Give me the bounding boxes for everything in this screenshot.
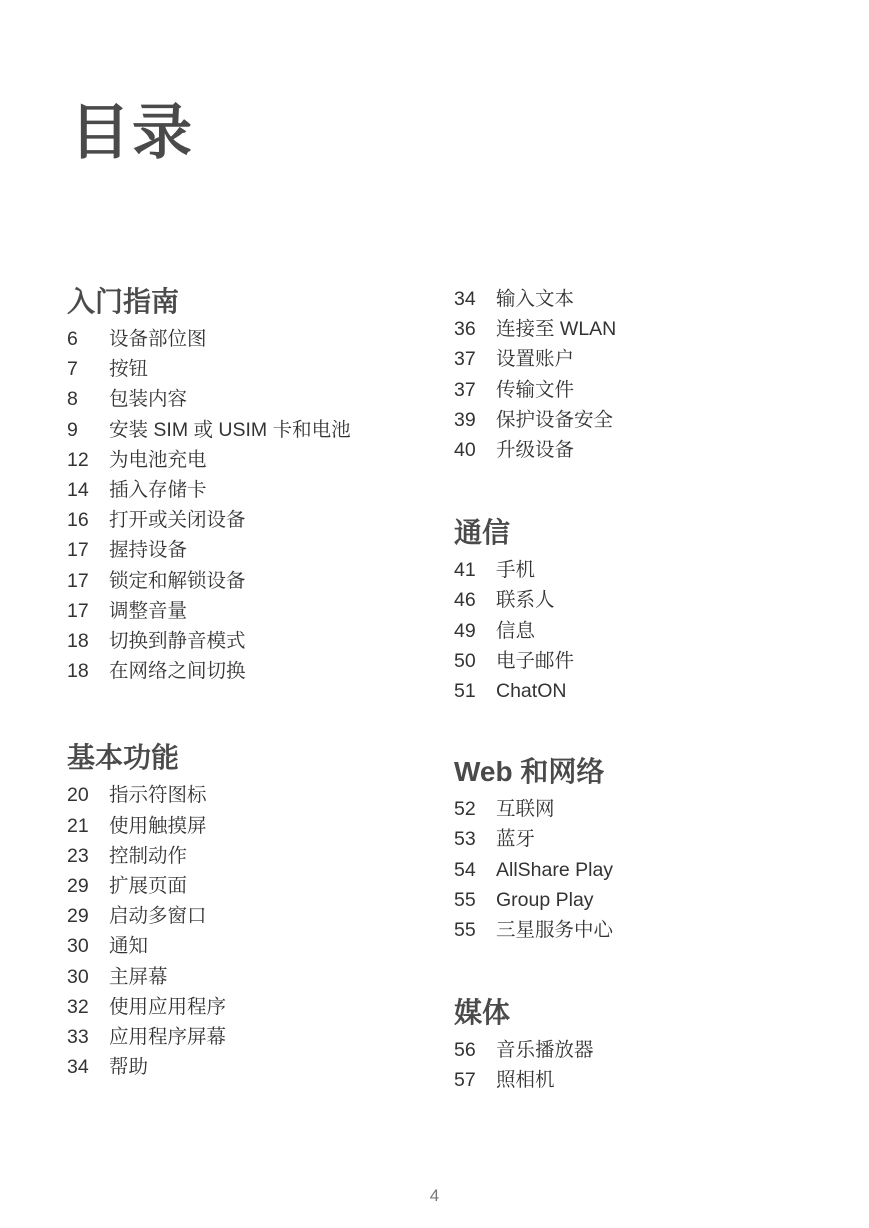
toc-entry-title: 在网络之间切换 [109,660,246,683]
toc-entry-page: 18 [67,660,89,683]
toc-entry-page: 32 [67,995,89,1018]
toc-entry-title: 设备部位图 [109,328,207,350]
toc-entry-page: 29 [67,875,89,898]
toc-entry-page: 56 [454,1039,476,1062]
toc-entry-title: 应用程序屏幕 [109,1026,227,1049]
toc-entry[interactable] [67,354,467,384]
toc-entry[interactable] [67,780,467,810]
toc-entry-page: 30 [67,965,89,988]
toc-entry-title: AllShare Play [496,858,614,881]
toc-entry[interactable] [67,324,467,354]
toc-entry[interactable] [454,676,854,706]
toc-entry-page: 20 [67,784,89,807]
toc-entry[interactable] [454,314,854,344]
toc-entry-page: 52 [454,798,476,821]
toc-entry-title: 控制动作 [109,844,188,867]
toc-entry[interactable] [454,794,854,824]
toc-entry-title: 帮助 [109,1056,149,1079]
toc-entry-title: 信息 [496,619,536,642]
toc-entry-title: 安装 SIM 或 USIM 卡和电池 [109,418,351,441]
toc-entry[interactable] [454,585,854,615]
toc-entry[interactable] [67,505,467,535]
toc-entry[interactable] [67,445,467,475]
toc-entry[interactable] [67,656,467,686]
toc-entry-title: 传输文件 [496,378,575,401]
toc-entry[interactable] [454,435,854,465]
toc-entry[interactable] [67,931,467,961]
toc-entry-page: 21 [67,814,89,837]
toc-entry-page: 6 [67,328,78,350]
toc-entry-page: 50 [454,649,476,672]
toc-entry[interactable] [67,992,467,1022]
toc-entry-title: 照相机 [496,1069,555,1092]
section-heading: 通信 [454,517,511,549]
toc-entry-title: 锁定和解锁设备 [109,569,246,592]
toc-section [454,752,854,945]
toc-entry-title: 设置账户 [496,348,575,371]
toc-section [67,738,467,1082]
toc-entry-title: 使用触摸屏 [109,814,207,837]
toc-entry-page: 23 [67,844,89,867]
toc-entry[interactable] [454,885,854,915]
toc-entry-page: 9 [67,418,78,441]
toc-entry[interactable] [67,626,467,656]
toc-entry-page: 17 [67,539,89,562]
toc-entry[interactable] [454,405,854,435]
toc-entry-page: 29 [67,905,89,928]
toc-entry-title: 音乐播放器 [496,1039,594,1062]
toc-entry-title: 电子邮件 [496,649,575,672]
toc-entry-page: 37 [454,348,476,371]
toc-entry-title: 连接至 WLAN [496,318,617,341]
toc-entry-title: 为电池充电 [109,448,207,471]
toc-entry-page: 14 [67,479,89,502]
toc-entry-title: 主屏幕 [109,965,168,988]
toc-entry-page: 17 [67,569,89,592]
toc-entry-page: 8 [67,388,78,411]
toc-section [454,993,854,1095]
toc-entry-page: 51 [454,680,476,703]
toc-entry[interactable] [454,616,854,646]
toc-entry-title: 三星服务中心 [496,919,614,942]
toc-entry-page: 53 [454,828,476,851]
page-title: 目录 [70,99,194,166]
toc-entry-page: 12 [67,448,89,471]
toc-entry[interactable] [454,915,854,945]
toc-entry-title: 按钮 [109,358,149,381]
toc-entry-title: 启动多窗口 [109,905,207,928]
section-heading: Web 和网络 [454,756,605,788]
toc-entry-page: 33 [67,1026,89,1049]
toc-entry-title: 切换到静音模式 [109,630,246,653]
toc-entry-title: 指示符图标 [109,784,207,807]
toc-entry-title: 包装内容 [109,388,188,411]
toc-entry[interactable] [454,855,854,885]
toc-entry[interactable] [454,824,854,854]
toc-entry[interactable] [67,871,467,901]
toc-entry-title: 打开或关闭设备 [109,509,246,532]
toc-entry-page: 18 [67,630,89,653]
toc-entry-title: 扩展页面 [109,875,188,898]
toc-entry[interactable] [454,284,854,314]
toc-entry-page: 36 [454,318,476,341]
toc-entry[interactable] [67,1022,467,1052]
toc-entry-title: 输入文本 [496,288,575,310]
toc-entry-page: 41 [454,559,476,582]
toc-section [67,282,467,686]
toc-right-column [454,282,854,1096]
toc-entry-page: 55 [454,919,476,942]
toc-entry[interactable] [67,1052,467,1082]
toc-entry-title: 互联网 [496,798,555,821]
toc-entry[interactable] [454,344,854,374]
toc-entry[interactable] [67,415,467,445]
toc-entry-title: 通知 [109,935,149,958]
toc-entry-page: 55 [454,888,476,911]
toc-entry-title: 手机 [496,559,536,582]
toc-entry-title: 握持设备 [109,539,188,562]
toc-entry[interactable] [67,535,467,565]
toc-entry-page: 39 [454,408,476,431]
toc-entry[interactable] [454,646,854,676]
toc-section [454,513,854,706]
toc-entry-page: 34 [67,1056,89,1079]
toc-entry-title: ChatON [496,680,567,703]
toc-left-column [67,282,467,1082]
toc-entry-title: 使用应用程序 [109,995,227,1018]
toc-entry-title: 联系人 [496,589,555,612]
section-heading: 媒体 [454,997,511,1029]
toc-entry[interactable] [454,1065,854,1095]
section-heading: 基本功能 [67,742,180,774]
toc-section [454,284,854,465]
toc-entry[interactable] [454,375,854,405]
toc-entry-page: 7 [67,358,78,381]
toc-entry-title: 保护设备安全 [496,408,614,431]
toc-entry-page: 46 [454,589,476,612]
toc-entry[interactable] [67,475,467,505]
toc-entry-title: 调整音量 [109,599,188,622]
toc-entry[interactable] [454,1035,854,1065]
toc-entry-page: 16 [67,509,89,532]
toc-entry[interactable] [67,901,467,931]
toc-entry[interactable] [454,555,854,585]
toc-entry[interactable] [67,841,467,871]
toc-entry-title: 升级设备 [496,439,575,462]
toc-entry-page: 37 [454,378,476,401]
toc-entry[interactable] [67,596,467,626]
toc-entry-title: Group Play [496,888,594,911]
toc-entry-title: 蓝牙 [496,828,536,851]
toc-entry-page: 34 [454,288,476,310]
page-number: 4 [429,1186,440,1205]
toc-entry[interactable] [67,962,467,992]
toc-entry-page: 17 [67,599,89,622]
toc-entry-page: 54 [454,858,476,881]
toc-entry[interactable] [67,566,467,596]
toc-entry[interactable] [67,811,467,841]
toc-entry-page: 40 [454,439,476,462]
section-heading: 入门指南 [67,286,180,317]
toc-entry-page: 57 [454,1069,476,1092]
toc-entry-title: 插入存储卡 [109,479,207,502]
toc-entry[interactable] [67,384,467,414]
toc-entry-page: 30 [67,935,89,958]
toc-entry-page: 49 [454,619,476,642]
